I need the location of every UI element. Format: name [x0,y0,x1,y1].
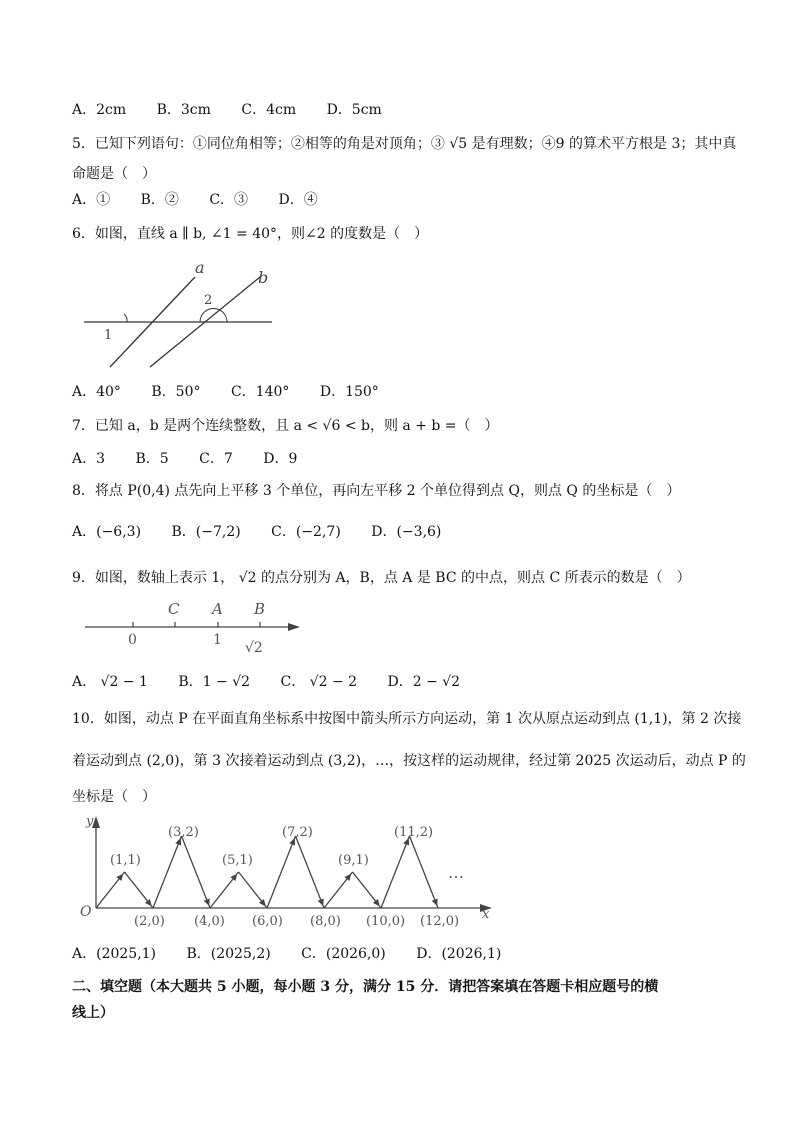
section-2-heading-line1: 二、填空题（本大题共 5 小题，每小题 3 分，满分 15 分．请把答案填在答题卡相应题号的横 [72,979,659,995]
label-point-b: B [254,600,266,618]
q6-option-a: A．40° [72,384,121,400]
q10-option-b: B．(2025,2) [186,946,271,962]
x-axis-label: x [482,907,490,922]
q9-number-line [80,596,310,660]
q8-option-d: D．(−3,6) [371,524,442,540]
q10-option-a: A．(2025,1) [72,946,157,962]
q6-option-d: D．150° [319,384,379,400]
q6-stem: 6．如图，直线 a ∥ b, ∠1 = 40°，则∠2 的度数是（ ） [72,226,429,242]
q10-options [72,944,527,964]
q7-option-b: B．5 [135,451,169,467]
point-label-1-1: (1,1) [110,853,141,868]
q10-figure [70,810,500,930]
tick-label-0: 0 [128,632,137,648]
path-segment [267,836,296,908]
q10-option-c: C．(2026,0) [301,946,386,962]
q6-option-b: B．50° [151,384,201,400]
label-point-a: A [212,600,223,618]
q8-option-a: A．(−6,3) [72,524,142,540]
q6-options [72,382,405,402]
q4-option-b: B．3cm [156,102,211,118]
path-segment [381,836,410,908]
label-angle-1: 1 [104,328,113,343]
section-2-heading-line2: 线上） [72,1005,114,1021]
point-label-9-1: (9,1) [338,853,369,868]
point-label-6-0: (6,0) [252,914,283,929]
point-label-5-1: (5,1) [222,853,253,868]
q8-stem: 8．将点 P(0,4) 点先向上平移 3 个单位，再向左平移 2 个单位得到点 Q，则点 Q 的坐标是（ ） [72,483,681,499]
point-label-10-0: (10,0) [366,914,406,929]
q4-options [72,100,408,120]
q5-options [72,190,344,210]
q5-option-d: D．④ [278,192,318,208]
q6-option-c: C．140° [230,384,290,400]
q7-options [72,449,323,469]
angle-1-arc [124,314,127,322]
q9-option-d: D．2 − √2 [387,674,461,690]
path-segment [153,836,182,908]
path-segment [296,836,325,908]
path-segment [182,836,211,908]
point-label-11-2: (11,2) [394,825,434,840]
q8-options [72,522,467,542]
origin-label: O [80,904,92,920]
q5-option-a: A．① [72,192,111,208]
q7-option-d: D．9 [263,451,298,467]
y-axis-label: y [86,814,94,829]
q10-option-d: D．(2026,1) [416,946,502,962]
q9-option-a: A． √2 − 1 [72,674,148,690]
motion-path [96,836,438,908]
q4-option-d: D．5cm [326,102,382,118]
ellipsis: … [448,863,464,882]
point-label-7-2: (7,2) [282,825,313,840]
point-label-2-0: (2,0) [134,914,165,929]
q5-stem-line2: 命题是（ ） [72,166,156,182]
q9-stem: 9．如图，数轴上表示 1， √2 的点分别为 A，B，点 A 是 BC 的中点，则点 C 所表示的数是（ ） [72,570,691,586]
point-label-8-0: (8,0) [310,914,341,929]
label-a: a [195,258,205,277]
tick-label-1: 1 [213,632,222,648]
path-segment [410,836,439,908]
point-label-4-0: (4,0) [194,914,225,929]
q7-stem: 7．已知 a，b 是两个连续整数，且 a < √6 < b，则 a + b =（ ） [72,418,499,434]
bottom-point-labels [134,914,459,929]
label-b: b [258,268,269,287]
q10-stem-line1: 10．如图，动点 P 在平面直角坐标系中按图中箭头所示方向运动，第 1 次从原点运动到点 (1,1)，第 2 次接 [72,711,742,727]
tick-label-sqrt2: √2 [245,640,263,656]
q8-option-b: B．(−7,2) [171,524,241,540]
q4-option-a: A．2cm [72,102,127,118]
q9-options [72,672,486,692]
q10-stem-line3: 坐标是（ ） [72,789,156,805]
q8-option-c: C．(−2,7) [271,524,341,540]
q7-option-c: C．7 [199,451,233,467]
point-label-3-2: (3,2) [168,825,199,840]
top-point-labels [110,825,433,868]
q4-option-c: C．4cm [241,102,297,118]
q5-option-c: C．③ [209,192,249,208]
q7-option-a: A．3 [72,451,106,467]
q6-figure [80,255,280,375]
label-point-c: C [168,600,180,618]
q9-option-c: C． √2 − 2 [280,674,358,690]
point-label-12-0: (12,0) [420,914,460,929]
q9-option-b: B．1 − √2 [178,674,251,690]
q10-stem-line2: 着运动到点 (2,0)，第 3 次接着运动到点 (3,2)，…，按这样的运动规律，经过第 2025 次运动后，动点 P 的 [72,753,746,769]
label-angle-2: 2 [204,293,213,308]
q5-option-b: B．② [140,192,179,208]
number-line-arrow [288,623,300,631]
q5-stem-line1: 5．已知下列语句：①同位角相等；②相等的角是对顶角；③ √5 是有理数；④9 的算术平方根是 3；其中真 [72,136,737,152]
